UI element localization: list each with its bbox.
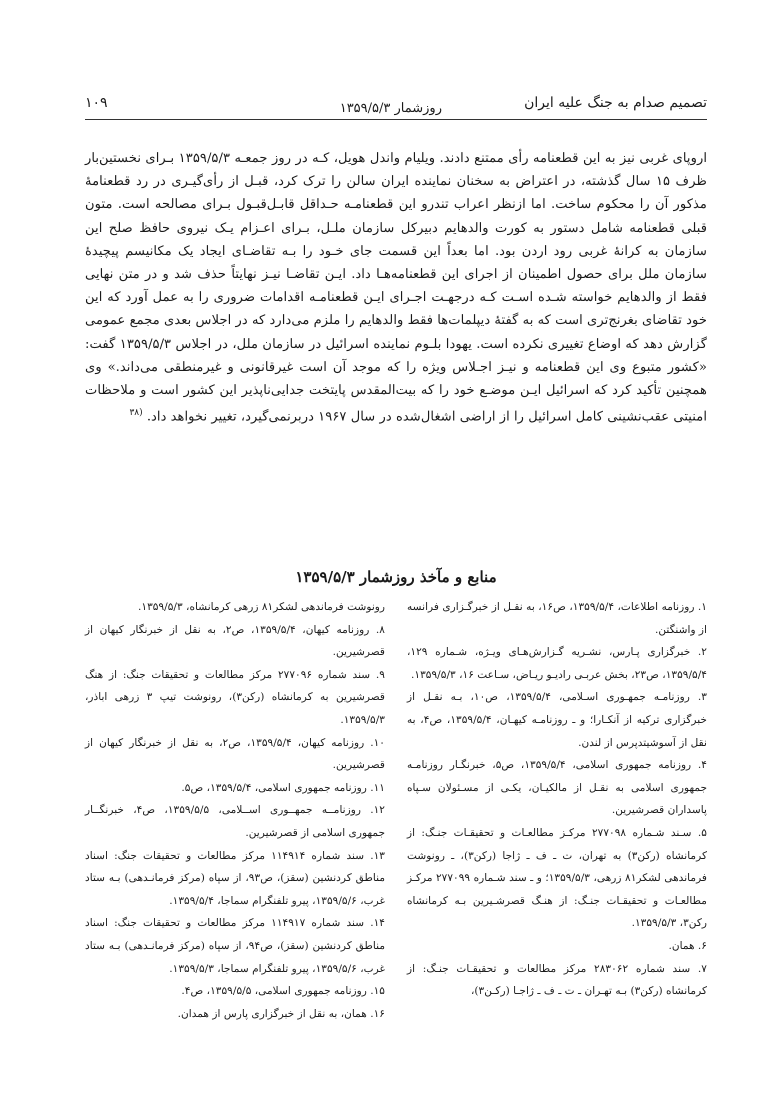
body-text: اروپای غربی نیز به این قطعنامه رأی ممتنع دادند. ویلیام واندل هویل، کـه در روز جمعـه ۱۳۵۹/۵/۳ بـرای نخستین‌بار ظرف ۱۵ سال گذشته، در اعتراض به سخنان نماینده ایران سالن را ترک کرد، قبـل از رأی‌گیـری در رد قطعنامهٔ مذکور آن را محکوم ساخت. اما ازنظر اعراب تندرو این قطعنامـه حـداقل قابـل‌قبـول بـرای مصالحه است. متون قبلی قطعنامه شامل دستور به کورت والدهایم دبیرکل سازمان ملـل، بـرای اعـزام یـک نیروی حافظ صلح این سازمان به کرانهٔ غربی رود اردن بود. اما بعداً این قسمت جای خـود را بـه تقاضـای ایجاد یک مکانیسم پیچیدهٔ سازمان ملل برای حصول اطمینان از اجرای این قطعنامه‌هـا داد. ایـن تقاضـا نیـز نهایتاً حذف شد و در متن نهایی فقط از والدهایم خواسته شـده اسـت کـه درجهـت اجـرای ایـن قطعنامـه اقدامات ضروری را به عمل آورد که این خود تقاضای بغرنج‌تری است که به گفتهٔ دیپلمات‌ها فقط والدهایم را ملزم می‌دارد که در اجلاس بعدی مجمع عمومی گزارش دهد که اوضاع تغییری نکرده است. یهودا بلـوم نماینده اسرائیل در سازمان ملل، در اجلاس ۱۳۵۹/۵/۳ گفت: «کشور متبوع وی این قطعنامه و نیـز اجـلاس ویژه را که موجد آن است غیرقانونی و غیرمنطقی می‌داند.» وی همچنین تأکید کرد که اسرائیل ایـن موضـع خود را که بیت‌المقدس پایتخت جدایی‌ناپذیر این کشور است و ملاحظات امنیتی عقب‌نشینی کامل اسرائیل را از اراضی اشغال‌شده در سال ۱۹۶۷ دربرنمی‌گیرد، تغییر نخواهد داد.	[85, 151, 707, 425]
reference-item: ۹. سند شماره ۲۷۷۰۹۶ مرکز مطالعات و تحقیقات جنگ: از هنگ قصرشیرین به کرمانشاه (رکن۳)، رونوشت تیپ ۳ زرهی اباذر، ۱۳۵۹/۵/۳.	[85, 668, 385, 726]
diary-date-label: روزشمار ۱۳۵۹/۵/۳	[339, 101, 442, 116]
reference-item: ۱۰. روزنامه کیهان، ۱۳۵۹/۵/۴، ص۲، به نقل از خبرنگار کیهان از قصرشیرین.	[85, 736, 385, 772]
reference-item: ۱۱. روزنامه جمهوری اسلامی، ۱۳۵۹/۵/۴، ص۵.	[181, 781, 385, 794]
reference-item: ۱۵. روزنامه جمهوری اسلامی، ۱۳۵۹/۵/۵، ص۴.	[181, 985, 385, 998]
references-section	[85, 596, 707, 1026]
reference-item: ۳. روزنامـه جمهـوری اسـلامی، ۱۳۵۹/۵/۴، ص۱۰، بـه نقـل از خبرگزاری ترکیه از آنکـارا؛ و ـ روزنامـه کیهـان، ۱۳۵۹/۵/۴، ص۴، به نقل از آسوشیتدپرس از لندن.	[407, 691, 707, 749]
reference-item: ۱۳. سند شماره ۱۱۴۹۱۴ مرکز مطالعات و تحقیقات جنگ: اسناد مناطق کردنشین (سقز)، ص۹۳، از سپاه (مرکز فرمانـدهی) بـه ستاد غرب، ۱۳۵۹/۵/۶، پیرو تلفنگرام سماجا، ۱۳۵۹/۵/۴.	[85, 849, 385, 907]
reference-item: ۱. روزنامه اطلاعات، ۱۳۵۹/۵/۴، ص۱۶، به نقـل از خبرگـزاری فرانسه از واشنگتن.	[407, 601, 707, 636]
reference-item: ۵. سـند شـماره ۲۷۷۰۹۸ مرکـز مطالعـات و تحقیقـات جنـگ: از کرمانشاه (رکن۳) به تهران، ت ـ ف ـ ژاجا (رکن۳)، ـ رونوشت فرماندهی لشکر۸۱ زرهی، ۱۳۵۹/۵/۳؛ و ـ سند شـماره ۲۷۷۰۹۹ مرکـز مطالعـات و تحقیقـات جنـگ: از هنـگ قصرشـیرین بـه کرمانشاه رکن۳، ۱۳۵۹/۵/۳.	[407, 826, 707, 930]
reference-item: ۱۴. سند شماره ۱۱۴۹۱۷ مرکز مطالعات و تحقیقات جنگ: اسناد مناطق کردنشین (سقز)، ص۹۴، از سپاه (مرکز فرمانـدهی) بـه ستاد غرب، ۱۳۵۹/۵/۶، پیرو تلفنگرام سماجا، ۱۳۵۹/۵/۳.	[85, 917, 385, 975]
references-column-right	[407, 596, 707, 1026]
reference-item: ۱۶. همان، به نقل از خبرگزاری پارس از همدان.	[177, 1007, 385, 1020]
reference-item: ۸. روزنامه کیهان، ۱۳۵۹/۵/۴، ص۲، به نقل از خبرنگار کیهان از قصرشیرین.	[85, 623, 385, 659]
references-column-left	[85, 596, 385, 1026]
reference-item: رونوشت فرماندهی لشکر۸۱ زرهی کرمانشاه، ۱۳۵۹/۵/۳.	[138, 601, 385, 613]
reference-item: ۱۲. روزنامــه جمهــوری اســلامی، ۱۳۵۹/۵/۵، ص۴، خبرنگــار جمهوری اسلامی از قصرشیرین.	[85, 804, 385, 839]
reference-item: ۶. همان.	[668, 939, 707, 952]
body-paragraph	[85, 147, 707, 429]
footnote-marker: (۳۸	[129, 408, 143, 419]
book-title: تصمیم صدام به جنگ علیه ایران	[524, 95, 707, 111]
reference-item: ۷. سند شماره ۲۸۳۰۶۲ مرکز مطالعات و تحقیقـات جنـگ: از کرمانشاه (رکن۳) بـه تهـران ـ ت ـ ف ـ ژاجـا (رکـن۳)،	[407, 962, 707, 998]
reference-item: ۴. روزنامه جمهوری اسلامی، ۱۳۵۹/۵/۴، ص۵، خبرنگـار روزنامـه جمهوری اسلامی به نقـل از مالکیـان، یکـی از مسـئولان سـپاه پاسداران قصرشیرین.	[407, 759, 707, 817]
header-rule	[85, 119, 707, 120]
page-number: ۱۰۹	[85, 95, 108, 111]
reference-item: ۲. خبرگزاری پـارس، نشـریه گـزارش‌هـای ویـژه، شـماره ۱۲۹، ۱۳۵۹/۵/۴، ص۲۳، بخش عربـی رادیـو ریـاض، سـاعت ۱۶، ۱۳۵۹/۵/۳.	[407, 646, 707, 681]
references-heading: منابع و مآخذ روزشمار ۱۳۵۹/۵/۳	[295, 568, 497, 586]
running-header	[85, 93, 707, 119]
